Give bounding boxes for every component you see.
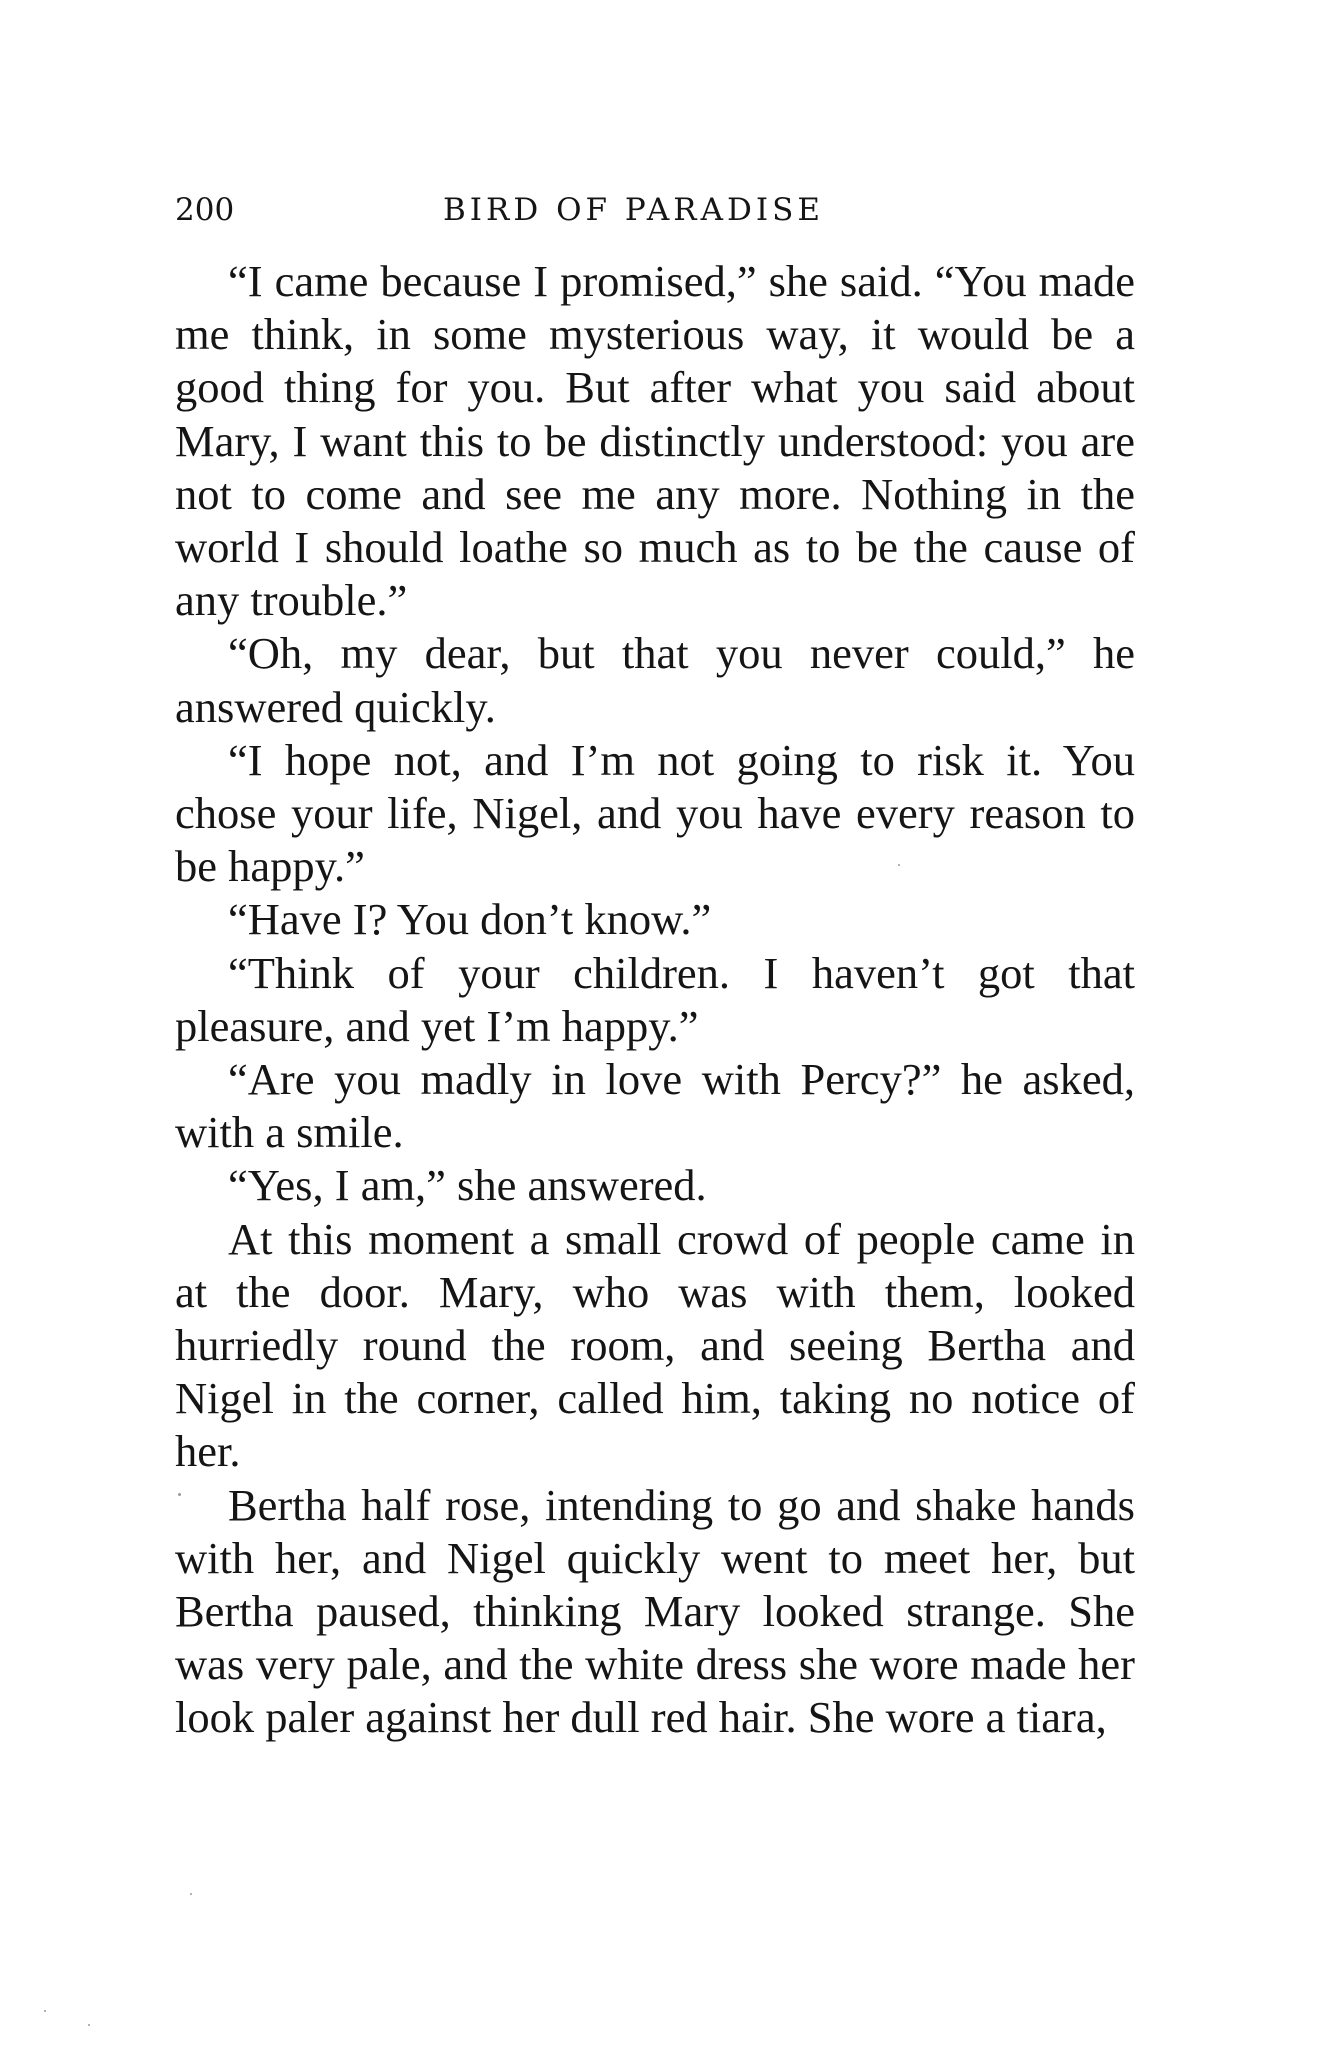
paragraph: “Think of your children. I haven’t got that pleasure, and yet I’m happy.”	[175, 947, 1135, 1051]
paragraph: “Have I? You don’t know.”	[228, 894, 712, 945]
scan-speck	[88, 2024, 90, 2026]
scan-speck	[44, 2010, 46, 2012]
paragraph: Bertha half rose, intending to go and shake hands with her, and Nigel quickly went to meet her, but Bertha paused, thinking Mary looked strange. She was very pale, and the white dress she wore made her look paler against her dull red hair. She wore a tiara,	[175, 1479, 1135, 1743]
paragraph: At this moment a small crowd of people came in at the door. Mary, who was with them, looked hurriedly round the room, and seeing Bertha and Nigel in the corner, called him, taking no notice of her.	[175, 1213, 1135, 1477]
body-text	[175, 255, 1135, 1745]
scan-speck	[178, 1493, 181, 1496]
book-page	[175, 190, 1135, 1745]
page-number: 200	[175, 192, 235, 228]
paragraph: “Are you madly in love with Percy?” he asked, with a smile.	[175, 1054, 1135, 1158]
running-head	[175, 190, 1135, 250]
paragraph: “Yes, I am,” she answered.	[228, 1160, 707, 1211]
scan-speck	[190, 1893, 192, 1895]
paragraph: “Oh, my dear, but that you never could,” he answered quickly.	[175, 628, 1135, 732]
paragraph: “I hope not, and I’m not going to risk it. You chose your life, Nigel, and you have every reason to be happy.”	[175, 734, 1135, 892]
scan-speck	[898, 864, 900, 866]
paragraph: “I came because I promised,” she said. “You made me think, in some mysterious way, it would be a good thing for you. But after what you said about Mary, I want this to be distinctly understood: you are not to come and see me any more. Nothing in the world I should loathe so much as to be the cause of any trouble.”	[175, 256, 1135, 626]
running-title: BIRD OF PARADISE	[443, 192, 824, 228]
